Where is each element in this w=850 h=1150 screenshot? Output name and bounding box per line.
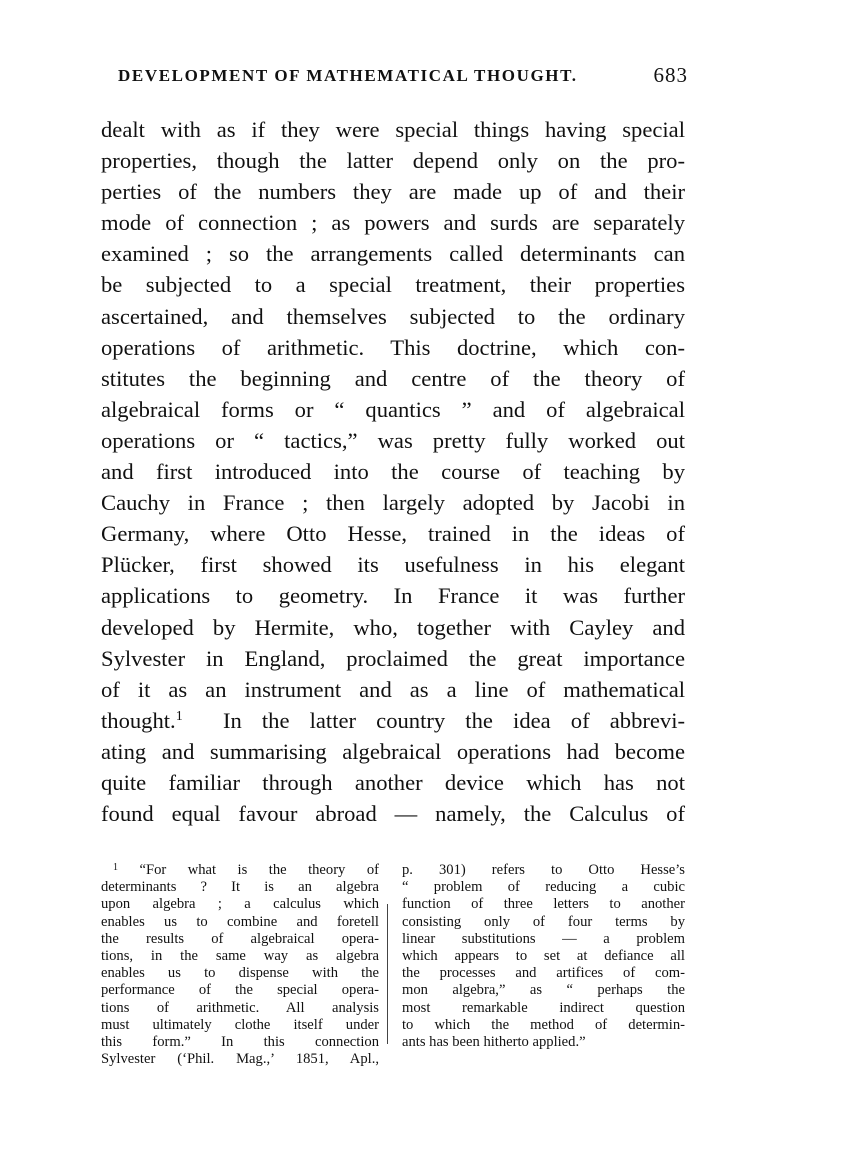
column-divider xyxy=(387,904,388,1044)
text-line: Sylvester in England, proclaimed the great importance xyxy=(101,645,685,671)
footnote-line: most remarkable indirect question xyxy=(402,999,685,1016)
footnote-line: which appears to set at defiance all xyxy=(402,947,685,964)
footnote-line: function of three letters to another xyxy=(402,896,685,913)
text-line: ating and summarising algebraical operations had become xyxy=(101,738,685,764)
text-line: mode of connection ; as powers and surds are separately xyxy=(101,210,685,236)
running-head xyxy=(118,63,688,88)
text-fragment: thought. xyxy=(101,707,176,733)
footnote-line: the processes and artifices of com- xyxy=(402,965,685,982)
text-line: Germany, where Otto Hesse, trained in the ideas of xyxy=(101,521,685,547)
text-line: Cauchy in France ; then largely adopted by Jacobi in xyxy=(101,490,685,516)
text-line: of it as an instrument and as a line of mathematical xyxy=(101,676,685,702)
footnotes xyxy=(101,862,685,1092)
text-line: perties of the numbers they are made up of and their xyxy=(101,179,685,205)
footnote-line: enables us to dispense with the xyxy=(101,965,379,982)
text-line: found equal favour abroad — namely, the Calculus of xyxy=(101,801,685,827)
text-line: and first introduced into the course of teaching by xyxy=(101,459,685,485)
footnote-right-column xyxy=(402,862,685,1051)
text-line: quite familiar through another device which has not xyxy=(101,769,685,795)
text-line: be subjected to a special treatment, their properties xyxy=(101,272,685,298)
footnote-line: linear substitutions — a problem xyxy=(402,930,685,947)
text-line: properties, though the latter depend only on the pro- xyxy=(101,148,685,174)
footnote-text: “For what is the theory of xyxy=(139,862,379,878)
text-line: algebraical forms or “ quantics ” and of algebraical xyxy=(101,396,685,422)
footnote-line: tions, in the same way as algebra xyxy=(101,947,379,964)
footnote-line: consisting only of four terms by xyxy=(402,913,685,930)
text-line: operations of arithmetic. This doctrine, which con- xyxy=(101,334,685,360)
footnote-line: performance of the special opera- xyxy=(101,982,379,999)
footnote-line: enables us to combine and foretell xyxy=(101,913,379,930)
main-text xyxy=(101,114,685,829)
running-title: DEVELOPMENT OF MATHEMATICAL THOUGHT. xyxy=(118,66,578,85)
text-line: dealt with as if they were special things having special xyxy=(101,117,685,142)
footnote-line: upon algebra ; a calculus which xyxy=(101,896,379,913)
footnote-line: to which the method of determin- xyxy=(402,1016,685,1033)
footnote-line: the results of algebraical opera- xyxy=(101,930,379,947)
footnote-reference[interactable]: 1 xyxy=(175,708,183,724)
footnote-marker: 1 xyxy=(113,862,118,873)
text-line: stitutes the beginning and centre of the theory of xyxy=(101,365,685,391)
footnote-line: this form.” In this connection xyxy=(101,1033,379,1050)
footnote-line: ants has been hitherto applied.” xyxy=(402,1033,586,1050)
footnote-line: tions of arithmetic. All analysis xyxy=(101,999,379,1016)
footnote-line: Sylvester (‘Phil. Mag.,’ 1851, Apl., xyxy=(101,1051,379,1068)
footnote-line: mon algebra,” as “ perhaps the xyxy=(402,982,685,999)
text-line: developed by Hermite, who, together with Cayley and xyxy=(101,614,685,640)
footnote-line: determinants ? It is an algebra xyxy=(101,879,379,896)
footnote-left-column xyxy=(101,862,379,1068)
text-fragment: In the latter country the idea of abbrevi- xyxy=(222,707,686,733)
text-line: applications to geometry. In France it was further xyxy=(101,583,685,609)
text-line-with-footnote-ref xyxy=(101,705,685,736)
text-line: examined ; so the arrangements called determinants can xyxy=(101,241,685,267)
page-number: 683 xyxy=(653,63,688,87)
footnote-line: must ultimately clothe itself under xyxy=(101,1016,379,1033)
text-line: operations or “ tactics,” was pretty fully worked out xyxy=(101,427,685,453)
footnote-line: “ problem of reducing a cubic xyxy=(402,879,685,896)
text-line: ascertained, and themselves subjected to the ordinary xyxy=(101,303,685,329)
footnote-line xyxy=(101,862,379,879)
footnote-line: p. 301) refers to Otto Hesse’s xyxy=(402,862,685,878)
text-line: Plücker, first showed its usefulness in his elegant xyxy=(101,552,685,578)
